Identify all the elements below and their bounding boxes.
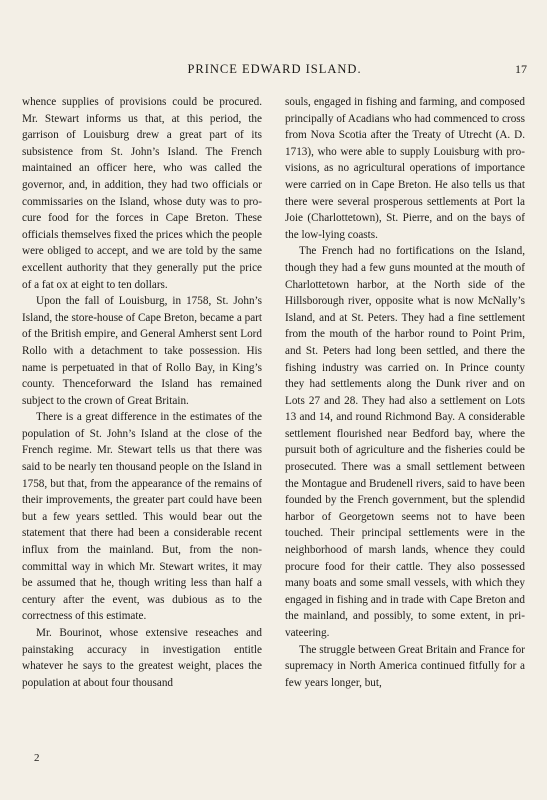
page-number: 17 [515, 62, 527, 76]
paragraph: Upon the fall of Louisburg, in 1758, St. John’s Island, the store-house of Cape Breton, became a part of the British empire, and General Amherst sent Lord Rollo with a detachment to take possession. His name is perpetuated in that of Rollo Bay, in King’s county. Thenceforward the Island has remained subject to the crown of Great Britain. [22, 295, 262, 407]
paragraph: whence supplies of provisions could be procured. Mr. Stewart informs us that, at this period, the garrison of Louisburg drew a great part of its subsistence from St. John’s Island. The French maintained an officer here, who was called the governor, and, in addition, they had two officials or commissaries on the Island, whose duty was to procure food for the forces in Cape Breton. These officials themselves fixed the prices which the people were obliged to accept, and we are told by the same excellent authority that they generally put the price of a fat ox at eight to ten dollars. [22, 96, 262, 291]
running-head [22, 62, 527, 78]
paragraph: There is a great difference in the estimates of the population of St. John’s Island at the close of the French regime. Mr. Stewart tells us that there was said to be nearly ten thousand people on the Island in 1758, but that, from the appearance of the remains of their improvements, the greater part could have been but a few years settled. This would bear out the statement that there had been a considerable recent influx from the mainland. But, from the non-committal way in which Mr. Stewart writes, it may be assumed that he, though writing less than half a century after the event, was dubious as to the correctness of this estimate. [22, 411, 262, 623]
text-columns [22, 94, 525, 691]
paragraph: souls, engaged in fishing and farming, and composed principally of Acadians who had commenced to cross from Nova Scotia after the Treaty of Utrecht (A. D. 1713), who were able to supply Louisburg with provisions, as no agricultural operations of importance were carried on in Cape Breton. He also tells us that there were several prosperous settlements at Port la Joie (Charlottetown), St. Pierre, and on the bays of the low-lying coasts. [285, 96, 525, 241]
paragraph: Mr. Bourinot, whose extensive reseaches and painstaking accuracy in investigation entitle whatever he says to the greatest weight, places the population at about four thousand [22, 627, 262, 689]
left-column [22, 94, 262, 691]
right-column [285, 94, 525, 691]
signature-mark: 2 [34, 752, 40, 764]
running-title: PRINCE EDWARD ISLAND. [187, 62, 362, 76]
paragraph: The French had no fortifications on the Island, though they had a few guns mounted at the mouth of Charlottetown harbor, at the North side of the Hillsborough river, opposite what is now McNally’s Island, and at St. Peters. They had a fine settlement from the mouth of the harbor round to Point Prim, and St. Peters had long been settled, and there the fishing industry was carried on. In Prince county they had settlements along the Dunk river and on Lots 27 and 28. They had also a settlement on Lots 13 and 14, and round Richmond Bay. A considerable settlement flourished near Bedford bay, where the pursuit both of agriculture and the fisheries could be prosecuted. There was a small settlement between the Montague and Brudenell rivers, said to have been founded by the French government, but the splendid harbor of Georgetown seems not to have been touched. Their principal settlements were in the neighborhood of marsh lands, whence they could procure food for their cattle. They also possessed many boats and some small vessels, with which they engaged in fishing and in trade with Cape Breton and the mainland, and possibly, to some extent, in privateering. [285, 245, 525, 639]
paragraph: The struggle between Great Britain and France for supremacy in North America continued fitfully for a few years longer, but, [285, 643, 525, 689]
